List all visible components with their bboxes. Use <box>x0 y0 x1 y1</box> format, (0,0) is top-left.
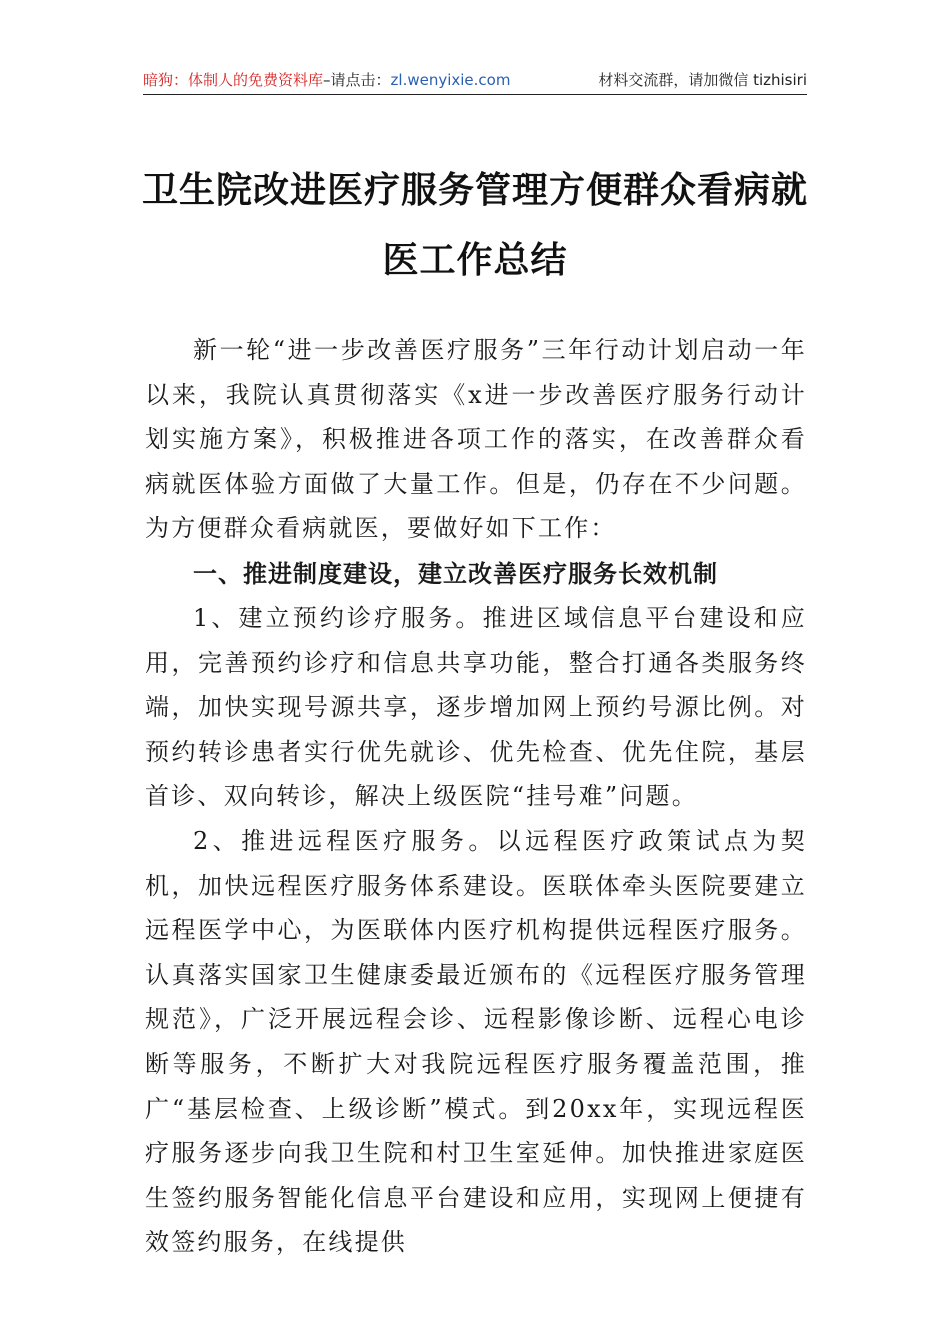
item-paragraph-1: 1、建立预约诊疗服务。推进区域信息平台建设和应用，完善预约诊疗和信息共享功能，整合打通各类服务终端，加快实现号源共享，逐步增加网上预约号源比例。对预约转诊患者实行优先就诊、优先检查、优先住院，基层首诊、双向转诊，解决上级医院“挂号难”问题。 <box>145 604 807 811</box>
header-click-prompt: –请点击： <box>323 71 391 89</box>
header-wechat-note: 材料交流群，请加微信 tizhisiri <box>598 71 807 89</box>
header-link[interactable]: zl.wenyixie.com <box>390 71 511 89</box>
intro-paragraph: 新一轮“进一步改善医疗服务”三年行动计划启动一年以来，我院认真贯彻落实《x进一步改善医疗服务行动计划实施方案》，积极推进各项工作的落实，在改善群众看病就医体验方面做了大量工作。但是，仍存在不少问题。为方便群众看病就医，要做好如下工作： <box>145 336 807 543</box>
document-title-line-1: 卫生院改进医疗服务管理方便群众看病就 <box>141 169 808 211</box>
header-site-name: 暗狗：体制人的免费资料库 <box>143 71 324 89</box>
document-title-line-2: 医工作总结 <box>382 239 568 281</box>
section-heading-1: 一、推进制度建设，建立改善医疗服务长效机制 <box>193 560 718 588</box>
item-paragraph-2: 2、推进远程医疗服务。以远程医疗政策试点为契机，加快远程医疗服务体系建设。医联体牵头医院要建立远程医学中心，为医联体内医疗机构提供远程医疗服务。认真落实国家卫生健康委最近颁布的《远程医疗服务管理规范》，广泛开展远程会诊、远程影像诊断、远程心电诊断等服务，不断扩大对我院远程医疗服务覆盖范围，推广“基层检查、上级诊断”模式。到20xx年，实现远程医疗服务逐步向我卫生院和村卫生室延伸。加快推进家庭医生签约服务智能化信息平台建设和应用，实现网上便捷有效签约服务，在线提供 <box>145 827 807 1257</box>
page-header <box>143 66 807 95</box>
